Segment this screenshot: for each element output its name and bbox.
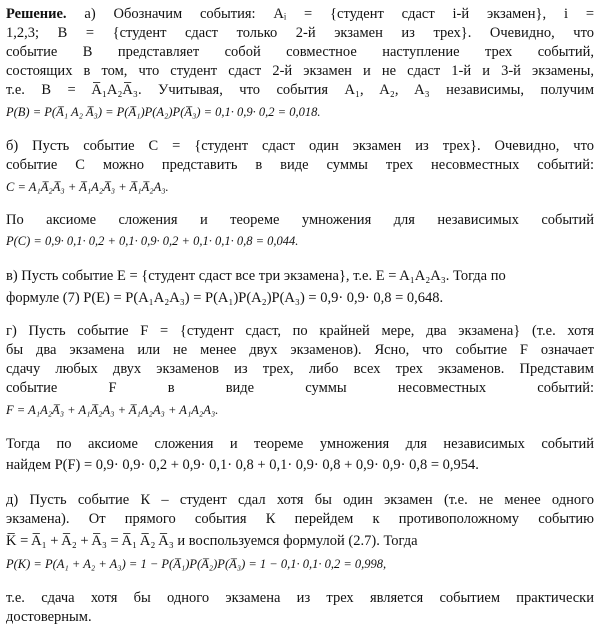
text-line: т.е. сдача хотя бы одного экзамена из трех является событием практически	[6, 590, 594, 606]
text-line: сдачу любых двух экзаменов из трех, либо всех трех экзаменов. Представим	[6, 361, 594, 377]
text-line: событие С можно представить в виде суммы трех несовместных событий:	[6, 157, 594, 173]
text-line: бы два экзамена или не менее двух экзаменов). Ясно, что событие F означает	[6, 342, 594, 358]
formula-line: F = A₁A₂A̅₃ + A₁A̅₂A₃ + A̅₁A₂A₃ + A₁A₂A₃.	[6, 403, 219, 417]
formula-line: P(B) = P(A̅₁ A₂ A̅₃) = P(A̅₁)P(A₂)P(A̅₃) = 0,1· 0,9· 0,2 = 0,018.	[6, 105, 321, 119]
formula-line: P(C) = 0,9· 0,1· 0,2 + 0,1· 0,9· 0,2 + 0,1· 0,1· 0,8 = 0,044.	[6, 234, 299, 248]
text-line: т.е. B = A̅₁A₂A̅₃. Учитывая, что события A₁, A₂, A₃ независимы, получим	[6, 82, 594, 98]
text-line: Тогда по аксиоме сложения и теореме умножения для независимых событий	[6, 436, 594, 452]
text-line: K̅ = A̅₁ + A̅₂ + A̅₃ = A̅₁ A̅₂ A̅₃ и воспользуемся формулой (2.7). Тогда	[6, 533, 418, 549]
text-line: достоверным.	[6, 609, 92, 625]
text-line: состоящих в том, что студент сдаст 2-й экзамен и не сдаст 1-й и 3-й экзамены,	[6, 63, 594, 79]
text-line: По аксиоме сложения и теореме умножения для независимых событий	[6, 212, 594, 228]
text-line: событие F в виде суммы несовместных событий:	[6, 380, 594, 396]
text-line: найдем P(F) = 0,9· 0,9· 0,2 + 0,9· 0,1· 0,8 + 0,1· 0,9· 0,8 + 0,9· 0,9· 0,8 = 0,954.	[6, 457, 479, 473]
text-line: Решение. а) Обозначим события: Aᵢ = {студент сдаст i-й экзамен}, i =	[6, 6, 594, 22]
solution-label: Решение.	[6, 6, 67, 22]
text-line: б) Пусть событие С = {студент сдаст один экзамен из трех}. Очевидно, что	[6, 138, 594, 154]
formula-line: C = A₁A̅₂A̅₃ + A̅₁A₂A̅₃ + A̅₁A̅₂A₃.	[6, 180, 169, 194]
text-line: г) Пусть событие F = {студент сдаст, по крайней мере, два экзамена} (т.е. хотя	[6, 323, 594, 339]
text-line: экзамена). От прямого события К перейдем к противоположному событию	[6, 511, 594, 527]
formula-line: P(K) = P(A₁ + A₂ + A₃) = 1 − P(A̅₁)P(A̅₂)P(A̅₃) = 1 − 0,1· 0,1· 0,2 = 0,998,	[6, 557, 387, 571]
text-line: формуле (7) P(E) = P(A₁A₂A₃) = P(A₁)P(A₂)P(A₃) = 0,9· 0,9· 0,8 = 0,648.	[6, 290, 444, 306]
text-line: событие В представляет собой совместное наступление трех событий,	[6, 44, 594, 60]
text-line: 1,2,3; B = {студент сдаст только 2-й экзамен из трех}. Очевидно, что	[6, 25, 594, 41]
text-line: в) Пусть событие Е = {студент сдаст все три экзамена}, т.е. E = A₁A₂A₃. Тогда по	[6, 268, 506, 284]
text-line: д) Пусть событие К – студент сдал хотя бы один экзамен (т.е. не менее одного	[6, 492, 594, 508]
